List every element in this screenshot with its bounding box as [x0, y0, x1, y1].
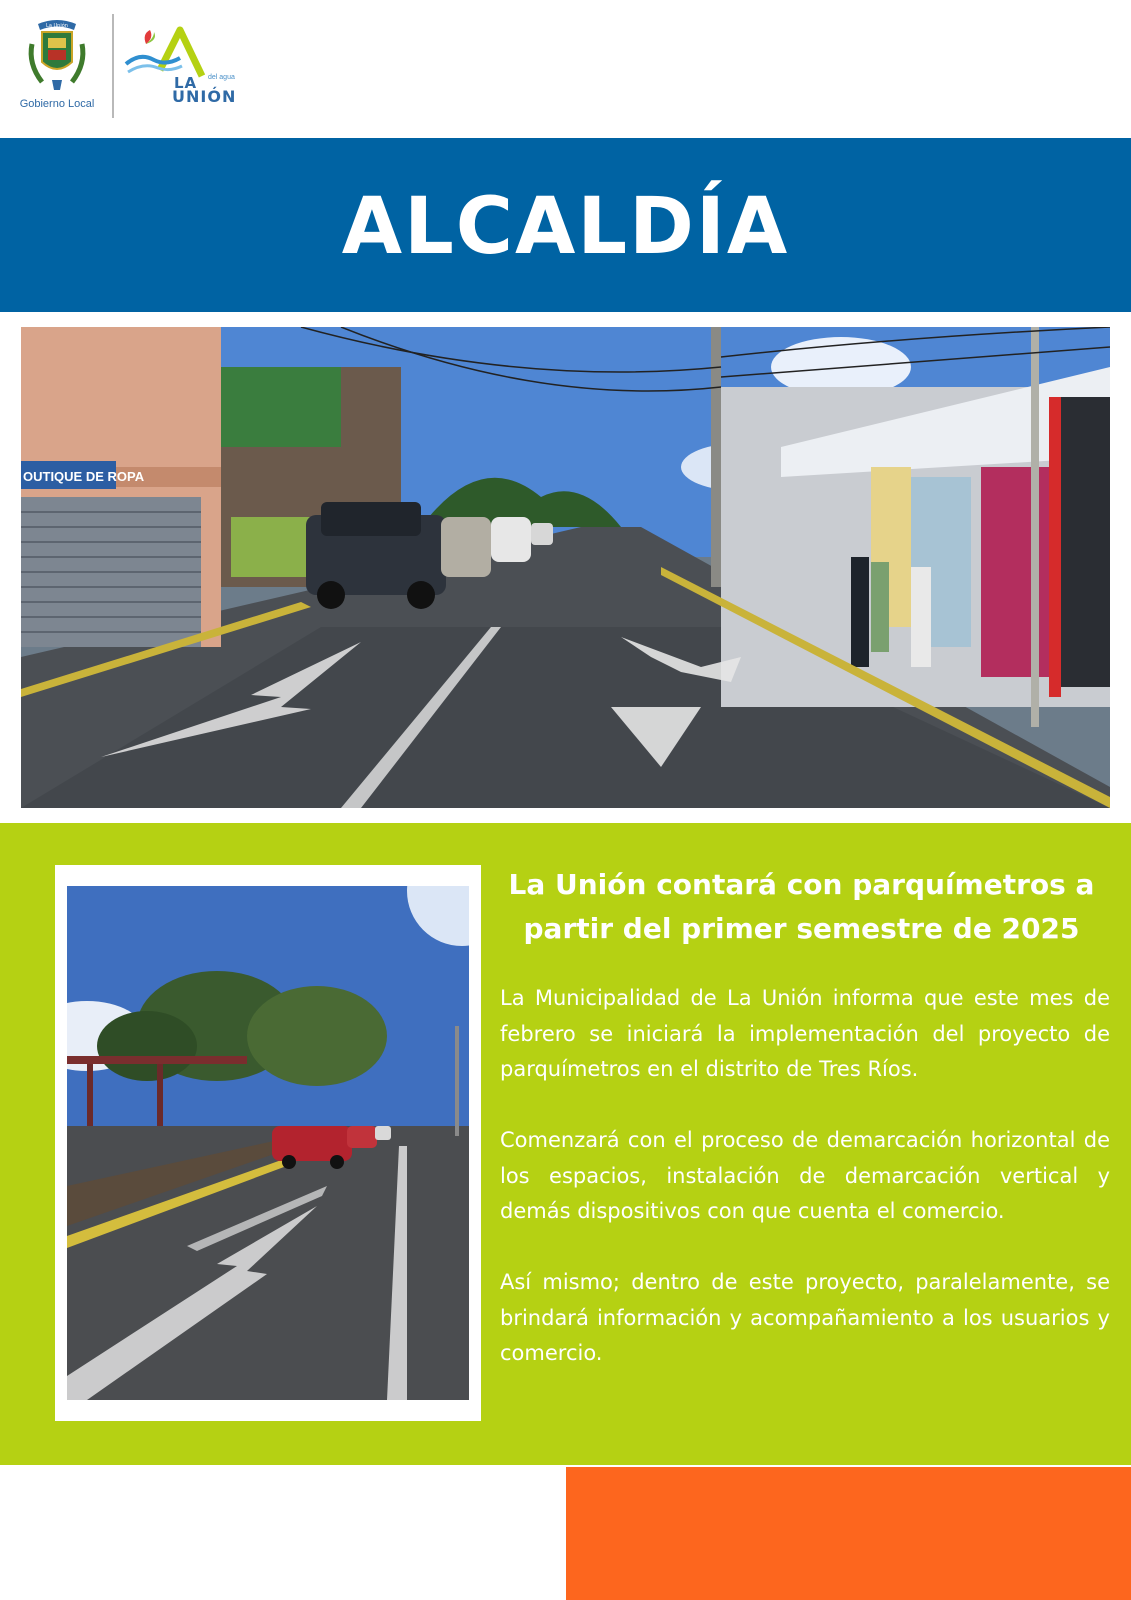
- storefront-sign-text: OUTIQUE DE ROPA: [23, 469, 145, 484]
- article-section: [0, 823, 1131, 1465]
- article-paragraph: La Municipalidad de La Unión informa que este mes de febrero se iniciará la implementación del proyecto de parquímetros en el distrito de Tres Ríos.: [500, 986, 1110, 1081]
- crest-icon: [24, 14, 90, 96]
- brand-tagline: del agua: [208, 74, 235, 81]
- street-photo-main: [21, 327, 1110, 808]
- crest-caption: Gobierno Local: [19, 98, 95, 110]
- banner-title: ALCALDÍA: [341, 182, 790, 272]
- municipal-crest-logo: [14, 14, 100, 114]
- la-union-brand-logo: [124, 24, 244, 108]
- page-header: [0, 0, 1131, 138]
- footer-orange-block: [566, 1467, 1131, 1600]
- street-photo-frame: [55, 865, 481, 1421]
- brand-la-text: LA: [174, 74, 198, 92]
- street-photo-secondary: [67, 886, 469, 1400]
- section-banner: [0, 138, 1131, 312]
- article-paragraph: Así mismo; dentro de este proyecto, paralelamente, se brindará información y acompañamiento a los usuarios y comercio.: [500, 1270, 1110, 1365]
- article-title: La Unión contará con parquímetros a partir del primer semestre de 2025: [508, 868, 1095, 945]
- footer-blank-block: [0, 1465, 566, 1600]
- logo-divider: [112, 14, 114, 118]
- article-body: [500, 981, 1110, 1407]
- crest-ribbon-text: La Unión: [46, 23, 68, 29]
- brand-union-text: UNIÓN: [172, 87, 237, 106]
- article-paragraph: Comenzará con el proceso de demarcación horizontal de los espacios, instalación de demarcación vertical y demás dispositivos con que cuenta el comercio.: [500, 1128, 1110, 1223]
